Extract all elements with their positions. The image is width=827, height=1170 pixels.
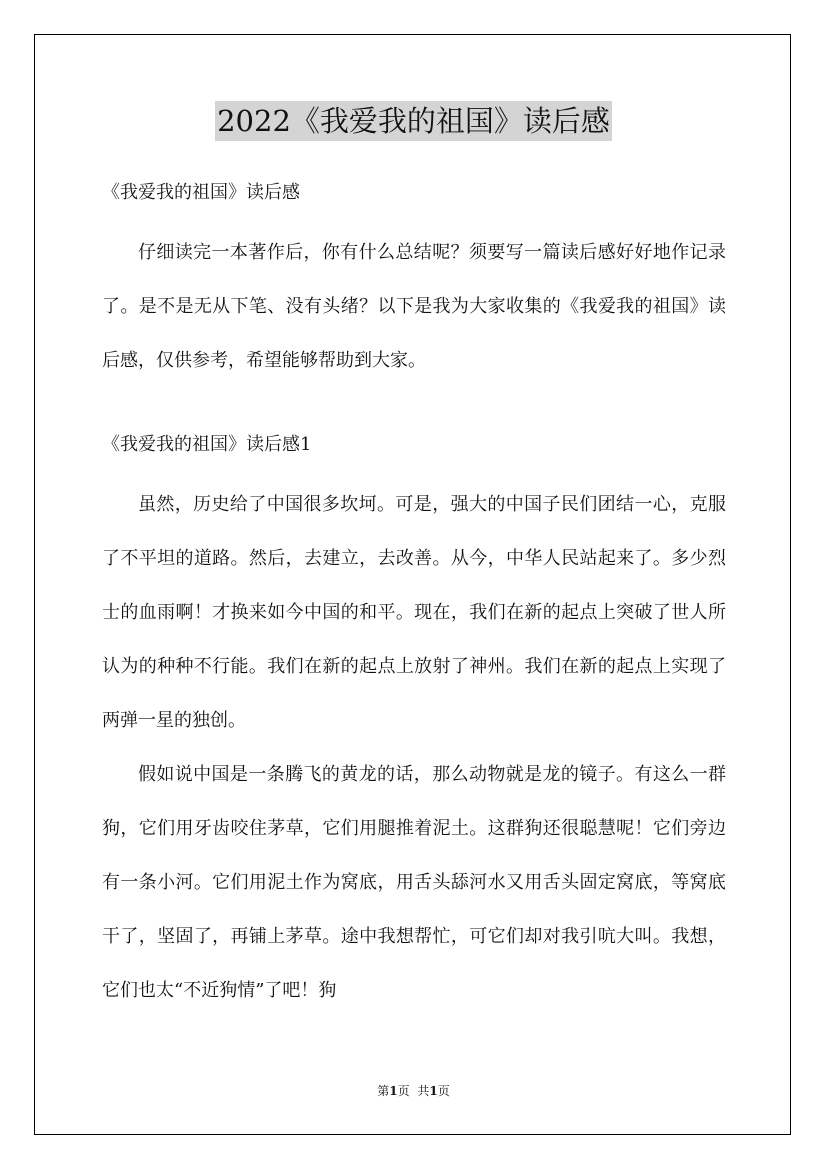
- page-footer: [0, 1081, 827, 1101]
- section-heading: 《我爱我的祖国》读后感1: [102, 434, 312, 455]
- body-paragraph-2: 假如说中国是一条腾飞的黄龙的话，那么动物就是龙的镜子。有这么一群狗，它们用牙齿咬住茅草，它们用腿推着泥土。这群狗还很聪慧呢！它们旁边有一条小河。它们用泥土作为窝底，用舌头舔河水又用舌头固定窝底，等窝底干了，坚固了，再铺上茅草。途中我想帮忙，可它们却对我引吭大叫。我想，它们也太“不近狗情”了吧！狗: [102, 764, 726, 1001]
- title-container: [0, 101, 827, 141]
- intro-heading: 《我爱我的祖国》读后感: [102, 182, 300, 203]
- footer-total-pages: 1: [429, 1084, 438, 1098]
- footer-page-suffix: 页: [397, 1084, 410, 1098]
- body-paragraph-1: 虽然，历史给了中国很多坎坷。可是，强大的中国子民们团结一心，克服了不平坦的道路。然后，去建立，去改善。从今，中华人民站起来了。多少烈士的血雨啊！才换来如今中国的和平。现在，我们在新的起点上突破了世人所认为的种种不行能。我们在新的起点上放射了神州。我们在新的起点上实现了两弹一星的独创。: [102, 494, 726, 731]
- footer-prefix: 第: [377, 1084, 390, 1098]
- document-body: [102, 176, 726, 1018]
- intro-paragraph: 仔细读完一本著作后，你有什么总结呢？须要写一篇读后感好好地作记录了。是不是无从下笔、没有头绪？以下是我为大家收集的《我爱我的祖国》读后感，仅供参考，希望能够帮助到大家。: [102, 242, 726, 371]
- footer-total-suffix: 页: [437, 1084, 450, 1098]
- document-title: 2022《我爱我的祖国》读后感: [215, 101, 612, 141]
- footer-page-number: 1: [389, 1084, 398, 1098]
- footer-total-prefix: 共: [417, 1084, 430, 1098]
